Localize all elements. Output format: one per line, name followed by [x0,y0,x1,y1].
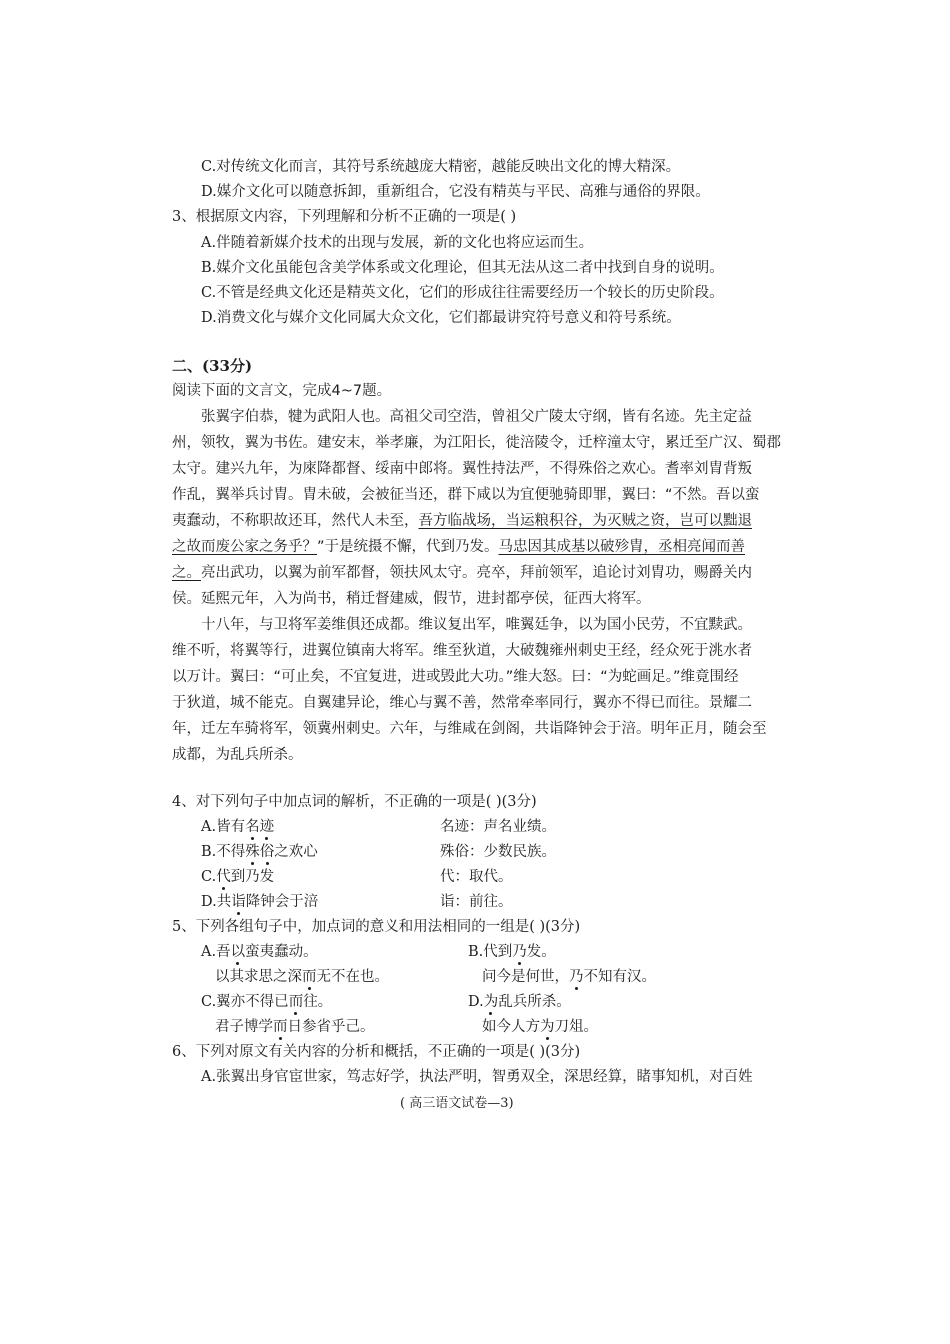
q4-option-a [201,820,274,835]
q2-option-c: C.对传统文化而言，其符号系统越庞大精密，越能反映出文化的博大精深。 [201,159,681,175]
option-text: 往。 [303,994,333,1010]
q3-option-b: B.媒介文化虽能包含美学体系或文化理论，但其无法从这二者中找到自身的说明。 [201,260,724,276]
q5-option-a1 [201,945,318,960]
passage-p2-line6: 成都，为乱兵所杀。 [172,747,303,763]
q5-option-b2 [482,970,656,985]
q4-stem: 4、对下列句子中加点词的解析，不正确的一项是( )(3分) [172,794,537,810]
passage-p2-line5: 年，迁左车骑将军，领冀州刺史。六年，与维咸在剑阁，共诣降钟会于涪。明年正月，随会至 [172,721,767,737]
passage-p1-line8: 侯。延熙元年，入为尚书，稍迁督建威，假节，进封都亭侯，征西大将军。 [172,591,651,607]
q5-option-d1 [468,995,571,1010]
passage-p1-line3: 太守。建兴九年，为庲降都督、绥南中郎将。翼性持法严，不得殊俗之欢心。耆率刘胄背叛 [172,461,752,477]
option-text: 到乃发 [230,869,275,885]
passage-p1-line4: 作乱，翼举兵讨胄。胄未破，会被征当还，群下咸以为宜便驰骑即罪，翼曰：“不然。吾以蛮 [172,487,760,503]
dotted-word: 而 [288,994,304,1010]
passage-p2-line2: 维不听，将翼等行，进翼位镇南大将军。维至狄道，大破魏雍州刺史王经，经众死于洮水者 [172,643,752,659]
q5-option-b1 [468,945,556,960]
q5-option-a2 [215,970,389,985]
dotted-word: 代 [216,869,231,885]
option-text: D. [468,994,484,1010]
q3-option-c: C.不管是经典文化还是精英文化，它们的形成往往需要经历一个较长的历史阶段。 [201,285,724,301]
option-text: C.翼亦不得已 [201,994,289,1010]
q3-option-a: A.伴随着新媒介技术的出现与发展，新的文化也将应运而生。 [201,235,594,251]
q3-option-d: D.消费文化与媒介文化同属大众文化，它们都最讲究符号意义和符号系统。 [201,310,681,326]
option-text: 乱兵所杀。 [498,994,571,1010]
q5-option-d2 [482,1020,598,1035]
dotted-word: 迹 [259,819,275,835]
option-text: B.代到 [468,944,513,960]
dotted-word: 俗 [259,844,275,860]
option-text: D.共 [201,894,232,910]
dotted-word: 名 [245,819,260,835]
option-text: C. [201,869,217,885]
q4-option-b [201,845,318,860]
q4-gloss-b: 殊俗：少数民族。 [440,844,556,860]
passage-p2-line3: 以万计。翼曰：“可止矣，不宜复进，进或毁此大功。”维大怒。曰：“为蛇画足。”维竟围经 [172,669,739,685]
option-text: 蛮夷蠢动。 [245,944,318,960]
dotted-word: 为 [483,994,499,1010]
option-text: 刀俎。 [554,1019,598,1035]
passage-text: 夷蠢动，不称职故还耳，然代人未至， [172,513,419,529]
q2-option-d: D.媒介文化可以随意拆卸，重新组合，它没有精英与平民、高雅与通俗的界限。 [201,184,710,200]
option-text: 之欢心 [274,844,318,860]
option-text: 如今人方 [482,1019,540,1035]
passage-text: ”于是统摄不懈，代到乃发。 [317,539,499,555]
option-text: A.吾 [201,944,231,960]
option-text: 不知有汉。 [583,969,656,985]
dotted-word: 以 [230,944,246,960]
dotted-word: 诣 [231,894,246,910]
option-text: 日参省乎己。 [287,1019,375,1035]
q5-option-c1 [201,995,332,1010]
option-text: 发。 [526,944,556,960]
dotted-word: 而 [302,969,317,985]
page-footer: ( 高三语文试卷—3) [400,1096,514,1111]
passage-p1-line7 [172,566,752,581]
underlined-sentence: 之。 [172,565,201,581]
passage-text: 亮出武功，以翼为前军都督，领扶风太守。亮卒，拜前领军，追论讨刘胄功，赐爵关内 [201,565,752,581]
option-text: A.皆有 [201,819,246,835]
underlined-sentence: 吾方临战场，当运粮积谷，为灭贼之资，岂可以黜退 [418,513,752,529]
dotted-word: 乃 [512,944,527,960]
reading-instruction: 阅读下面的文言文，完成4~7题。 [172,383,392,399]
q4-option-d [201,895,318,910]
q5-stem: 5、下列各组句子中，加点词的意义和用法相同的一组是( )(3分) [172,919,581,935]
dotted-word: 为 [540,1019,555,1035]
dotted-word: 而 [273,1019,288,1035]
dotted-word: 乃 [569,969,584,985]
q4-gloss-a: 名迹：声名业绩。 [440,819,556,835]
option-text: 问今是何世， [482,969,569,985]
option-text: B.不得 [201,844,246,860]
passage-p2-line1: 十八年，与卫将军姜维俱还成都。维议复出军，唯翼廷争，以为国小民劳，不宜黩武。 [201,617,752,633]
q4-gloss-d: 诣：前往。 [440,894,513,910]
q4-gloss-c: 代：取代。 [440,869,513,885]
q4-option-c [201,870,274,885]
underlined-sentence: 之故而废公家之务乎？ [172,539,317,555]
passage-p1-line6 [172,540,745,555]
option-text: 君子博学 [215,1019,273,1035]
passage-p1-line2: 州，领牧，翼为书佐。建安末，举孝廉，为江阳长，徙涪陵令，迁梓潼太守，累迁至广汉、蜀郡 [172,435,781,451]
option-text: 以其求思之深 [215,969,302,985]
q6-stem: 6、下列对原文有关内容的分析和概括，不正确的一项是( )(3分) [172,1044,581,1060]
passage-p2-line4: 于狄道，城不能克。自翼建异论，维心与翼不善，然常牵率同行，翼亦不得已而往。景耀二 [172,695,752,711]
option-text: 降钟会于涪 [245,894,319,910]
dotted-word: 殊 [245,844,260,860]
q3-stem: 3、根据原文内容，下列理解和分析不正确的一项是( ) [172,209,517,225]
option-text: 无不在也。 [316,969,389,985]
underlined-sentence: 马忠因其成基以破殄胄，丞相亮闻而善 [498,539,746,555]
q6-option-a: A.张翼出身官宦世家，笃志好学，执法严明，智勇双全，深思经算，睹事知机，对百姓 [201,1069,753,1085]
passage-p1-line5 [172,514,752,529]
section-heading: 二、(33分) [172,357,253,375]
passage-p1-line1: 张翼字伯恭，犍为武阳人也。高祖父司空浩，曾祖父广陵太守纲，皆有名迹。先主定益 [201,409,752,425]
q5-option-c2 [215,1020,375,1035]
